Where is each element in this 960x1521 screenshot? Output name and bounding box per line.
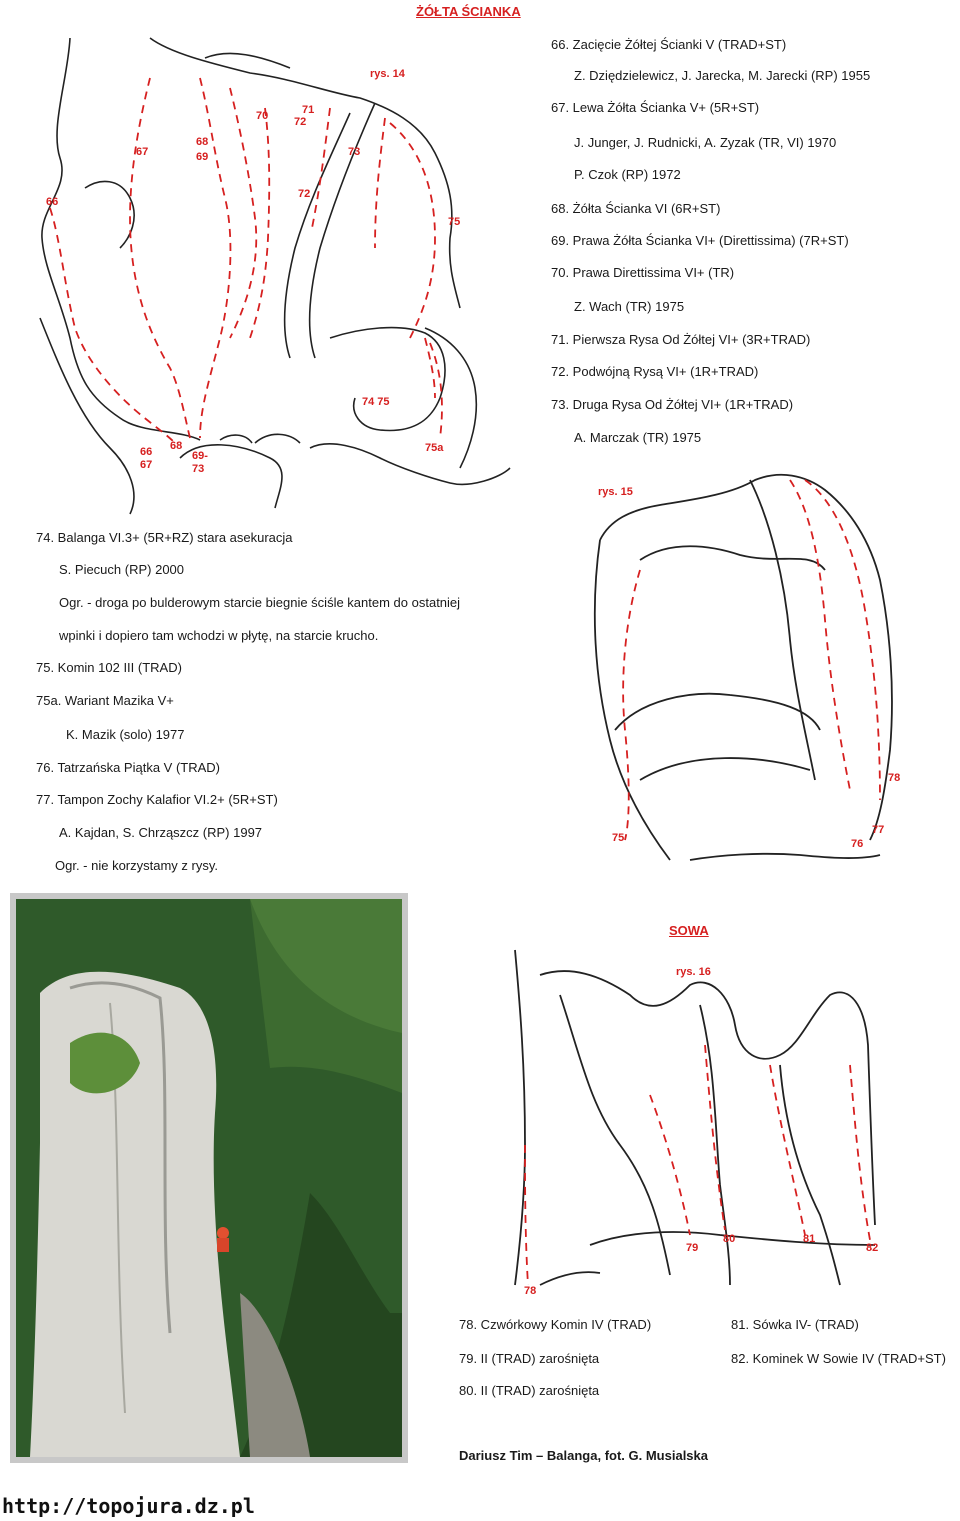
topo-drawing-rys14 <box>30 38 520 514</box>
route-label: 81 <box>803 1233 816 1245</box>
route-label: 66 <box>140 446 153 458</box>
route-line: wpinki i dopiero tam wchodzi w płytę, na starcie krucho. <box>59 628 379 643</box>
route-label: 82 <box>866 1242 879 1254</box>
route-label: 78 <box>888 772 901 784</box>
route-line: Z. Dziędzielewicz, J. Jarecka, M. Jarecki (RP) 1955 <box>574 68 871 83</box>
route-line: 76. Tatrzańska Piątka V (TRAD) <box>36 760 220 775</box>
route-label: 77 <box>872 824 885 836</box>
route-label: 70 <box>256 110 269 122</box>
route-line: Ogr. - droga po bulderowym starcie biegnie ściśle kantem do ostatniej <box>59 595 461 610</box>
route-label: 75 <box>612 832 625 844</box>
photo-illustration <box>10 893 408 1463</box>
route-label: 72 <box>294 116 307 128</box>
route-label: 73 <box>192 463 205 475</box>
route-label: 73 <box>348 146 361 158</box>
route-line: S. Piecuch (RP) 2000 <box>59 562 185 577</box>
route-line: 72. Podwójną Rysą VI+ (1R+TRAD) <box>551 364 759 379</box>
route-label: 79 <box>686 1242 699 1254</box>
topo-drawing-rys16 <box>500 945 900 1300</box>
route-line: 70. Prawa Direttissima VI+ (TR) <box>551 265 735 280</box>
route-line: 78. Czwórkowy Komin IV (TRAD) <box>459 1317 652 1332</box>
route-line: 79. II (TRAD) zarośnięta <box>459 1351 600 1366</box>
route-line: P. Czok (RP) 1972 <box>574 167 681 182</box>
rock-outline-rys15 <box>580 460 910 880</box>
route-line: A. Marczak (TR) 1975 <box>574 430 702 445</box>
route-label: 74 75 <box>362 396 390 408</box>
route-line: 75. Komin 102 III (TRAD) <box>36 660 182 675</box>
topo-drawing-rys15 <box>580 460 910 880</box>
footer-url[interactable]: http://topojura.dz.pl <box>2 1494 255 1518</box>
route-label: 71 <box>302 104 315 116</box>
route-line: Ogr. - nie korzystamy z rysy. <box>55 858 219 873</box>
route-line: 75a. Wariant Mazika V+ <box>36 693 174 708</box>
rys-label: rys. 15 <box>598 486 633 498</box>
section-title-zolta-scianka: ŻÓŁTA ŚCIANKA <box>416 4 521 19</box>
route-line: 71. Pierwsza Rysa Od Żółtej VI+ (3R+TRAD) <box>551 332 811 347</box>
route-label: 67 <box>140 459 153 471</box>
route-label: 75 <box>448 216 461 228</box>
route-label: 68 <box>196 136 209 148</box>
route-line: 66. Zacięcie Żółtej Ścianki V (TRAD+ST) <box>551 37 787 52</box>
route-line: J. Junger, J. Rudnicki, A. Zyzak (TR, VI) 1970 <box>574 135 837 150</box>
route-label: 72 <box>298 188 311 200</box>
rock-outline-rys14 <box>30 38 520 514</box>
route-label: 69 <box>196 151 209 163</box>
route-line: 81. Sówka IV- (TRAD) <box>731 1317 859 1332</box>
route-line: 67. Lewa Żółta Ścianka V+ (5R+ST) <box>551 100 760 115</box>
route-line: 82. Kominek W Sowie IV (TRAD+ST) <box>731 1351 946 1366</box>
route-line: A. Kajdan, S. Chrząszcz (RP) 1997 <box>59 825 263 840</box>
route-line: 77. Tampon Zochy Kalafior VI.2+ (5R+ST) <box>36 792 278 807</box>
route-line: 74. Balanga VI.3+ (5R+RZ) stara asekuracja <box>36 530 293 545</box>
rock-outline-rys16 <box>500 945 900 1300</box>
climbing-photo <box>10 893 408 1463</box>
route-line: 73. Druga Rysa Od Żółtej VI+ (1R+TRAD) <box>551 397 794 412</box>
route-line: 68. Żółta Ścianka VI (6R+ST) <box>551 201 721 216</box>
route-label: 80 <box>723 1233 736 1245</box>
route-line: 69. Prawa Żółta Ścianka VI+ (Direttissima) (7R+ST) <box>551 233 849 248</box>
route-label: 75a <box>425 442 444 454</box>
photo-credit: Dariusz Tim – Balanga, fot. G. Musialska <box>459 1448 708 1463</box>
rys-label: rys. 14 <box>370 68 405 80</box>
route-line: K. Mazik (solo) 1977 <box>66 727 185 742</box>
route-label: 66 <box>46 196 59 208</box>
route-label: 76 <box>851 838 864 850</box>
rys-label: rys. 16 <box>676 966 711 978</box>
route-line: 80. II (TRAD) zarośnięta <box>459 1383 600 1398</box>
route-line: Z. Wach (TR) 1975 <box>574 299 685 314</box>
route-label: 69- <box>192 450 208 462</box>
route-label: 78 <box>524 1285 537 1297</box>
route-label: 67 <box>136 146 149 158</box>
route-label: 68 <box>170 440 183 452</box>
section-title-sowa: SOWA <box>669 923 709 938</box>
